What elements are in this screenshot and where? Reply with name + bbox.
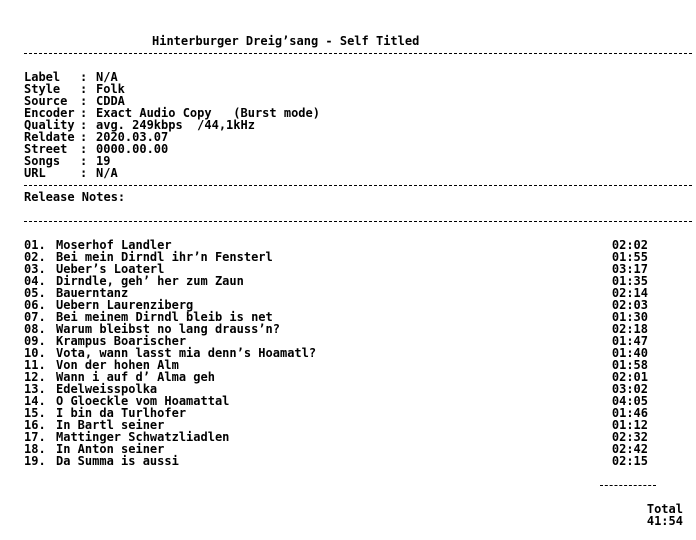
info-value: avg. 249kbps /44,1kHz <box>96 118 255 132</box>
total-value-row <box>24 503 692 528</box>
track-time: 03:17 <box>611 262 648 276</box>
info-key: Street <box>24 142 68 156</box>
track-time: 01:35 <box>611 274 648 288</box>
info-separator: : <box>80 106 95 120</box>
info-row <box>24 143 692 155</box>
info-key: Label <box>24 70 61 84</box>
info-section <box>24 71 692 179</box>
track-title: Edelweisspolka <box>56 382 158 396</box>
track-title: Von der hohen Alm <box>56 358 179 372</box>
info-separator: : <box>80 82 95 96</box>
info-separator: : <box>80 130 95 144</box>
info-row <box>24 167 692 179</box>
track-number: 09. <box>24 334 46 348</box>
total-divider <box>600 485 656 486</box>
info-value: Exact Audio Copy (Burst mode) <box>96 106 320 120</box>
info-key: URL <box>24 166 46 180</box>
track-time: 01:40 <box>611 346 648 360</box>
tracklist <box>24 239 692 467</box>
blank-line <box>24 467 692 479</box>
track-number: 03. <box>24 262 46 276</box>
track-number: 18. <box>24 442 46 456</box>
track-time: 02:02 <box>611 238 648 252</box>
divider <box>24 47 692 59</box>
track-title: Dirndle, geh’ her zum Zaun <box>56 274 244 288</box>
info-separator: : <box>80 94 95 108</box>
total-divider-row <box>24 479 692 491</box>
track-title: In Bartl seiner <box>56 418 165 432</box>
release-title: Hinterburger Dreig’sang - Self Titled <box>152 34 420 48</box>
track-number: 12. <box>24 370 46 384</box>
track-number: 14. <box>24 394 46 408</box>
info-key: Source <box>24 94 68 108</box>
blank-line <box>24 59 692 71</box>
total-label: Total <box>646 502 683 516</box>
info-value: CDDA <box>96 94 125 108</box>
total-label-row <box>24 491 692 516</box>
info-key: Quality <box>24 118 75 132</box>
track-number: 15. <box>24 406 46 420</box>
track-title: Warum bleibst no lang drauss’n? <box>56 322 280 336</box>
track-time: 01:12 <box>611 418 648 432</box>
info-value: Folk <box>96 82 125 96</box>
track-title: Krampus Boarischer <box>56 334 187 348</box>
track-row <box>24 455 648 467</box>
track-title: Wann i auf d’ Alma geh <box>56 370 215 384</box>
track-number: 17. <box>24 430 46 444</box>
info-value: N/A <box>96 166 118 180</box>
track-time: 03:02 <box>611 382 648 396</box>
track-number: 01. <box>24 238 46 252</box>
track-time: 02:18 <box>611 322 648 336</box>
track-number: 07. <box>24 310 46 324</box>
track-time: 01:30 <box>611 310 648 324</box>
info-value: N/A <box>96 70 118 84</box>
track-number: 13. <box>24 382 46 396</box>
track-time: 02:03 <box>611 298 648 312</box>
track-time: 04:05 <box>611 394 648 408</box>
track-title: Moserhof Landler <box>56 238 172 252</box>
info-separator: : <box>80 142 95 156</box>
track-number: 04. <box>24 274 46 288</box>
info-separator: : <box>80 70 95 84</box>
track-number: 06. <box>24 298 46 312</box>
track-title: Uebern Laurenziberg <box>56 298 194 312</box>
info-value: 19 <box>96 154 111 168</box>
blank-line <box>24 203 692 215</box>
release-notes-label: Release Notes: <box>24 190 126 204</box>
track-number: 05. <box>24 286 46 300</box>
track-time: 02:42 <box>611 442 648 456</box>
track-number: 11. <box>24 358 46 372</box>
track-title: O Gloeckle vom Hoamattal <box>56 394 230 408</box>
track-number: 16. <box>24 418 46 432</box>
track-title: In Anton seiner <box>56 442 165 456</box>
track-title: I bin da Turlhofer <box>56 406 187 420</box>
track-time: 01:47 <box>611 334 648 348</box>
info-separator: : <box>80 154 95 168</box>
track-time: 02:01 <box>611 370 648 384</box>
info-key: Encoder <box>24 106 75 120</box>
info-value: 0000.00.00 <box>96 142 169 156</box>
track-time: 02:32 <box>611 430 648 444</box>
track-title: Ueber’s Loaterl <box>56 262 165 276</box>
track-number: 19. <box>24 454 46 468</box>
info-value: 2020.03.07 <box>96 130 169 144</box>
divider <box>24 215 692 227</box>
info-key: Style <box>24 82 61 96</box>
track-time: 01:55 <box>611 250 648 264</box>
divider <box>24 179 692 191</box>
info-key: Songs <box>24 154 61 168</box>
track-time: 01:58 <box>611 358 648 372</box>
track-title: Da Summa is aussi <box>56 454 179 468</box>
info-row <box>24 155 692 167</box>
total-value: 41:54 <box>646 514 683 528</box>
track-title: Vota, wann lasst mia denn’s Hoamatl? <box>56 346 317 360</box>
nfo-document <box>24 34 692 528</box>
track-number: 10. <box>24 346 46 360</box>
info-separator: : <box>80 166 95 180</box>
track-title: Bei meinem Dirndl bleib is net <box>56 310 273 324</box>
track-title: Bauerntanz <box>56 286 129 300</box>
track-title: Mattinger Schwatzliadlen <box>56 430 230 444</box>
info-key: Reldate <box>24 130 75 144</box>
track-time: 01:46 <box>611 406 648 420</box>
track-number: 02. <box>24 250 46 264</box>
track-time: 02:14 <box>611 286 648 300</box>
track-title: Bei mein Dirndl ihr’n Fensterl <box>56 250 273 264</box>
track-time: 02:15 <box>611 454 648 468</box>
track-number: 08. <box>24 322 46 336</box>
info-separator: : <box>80 118 95 132</box>
